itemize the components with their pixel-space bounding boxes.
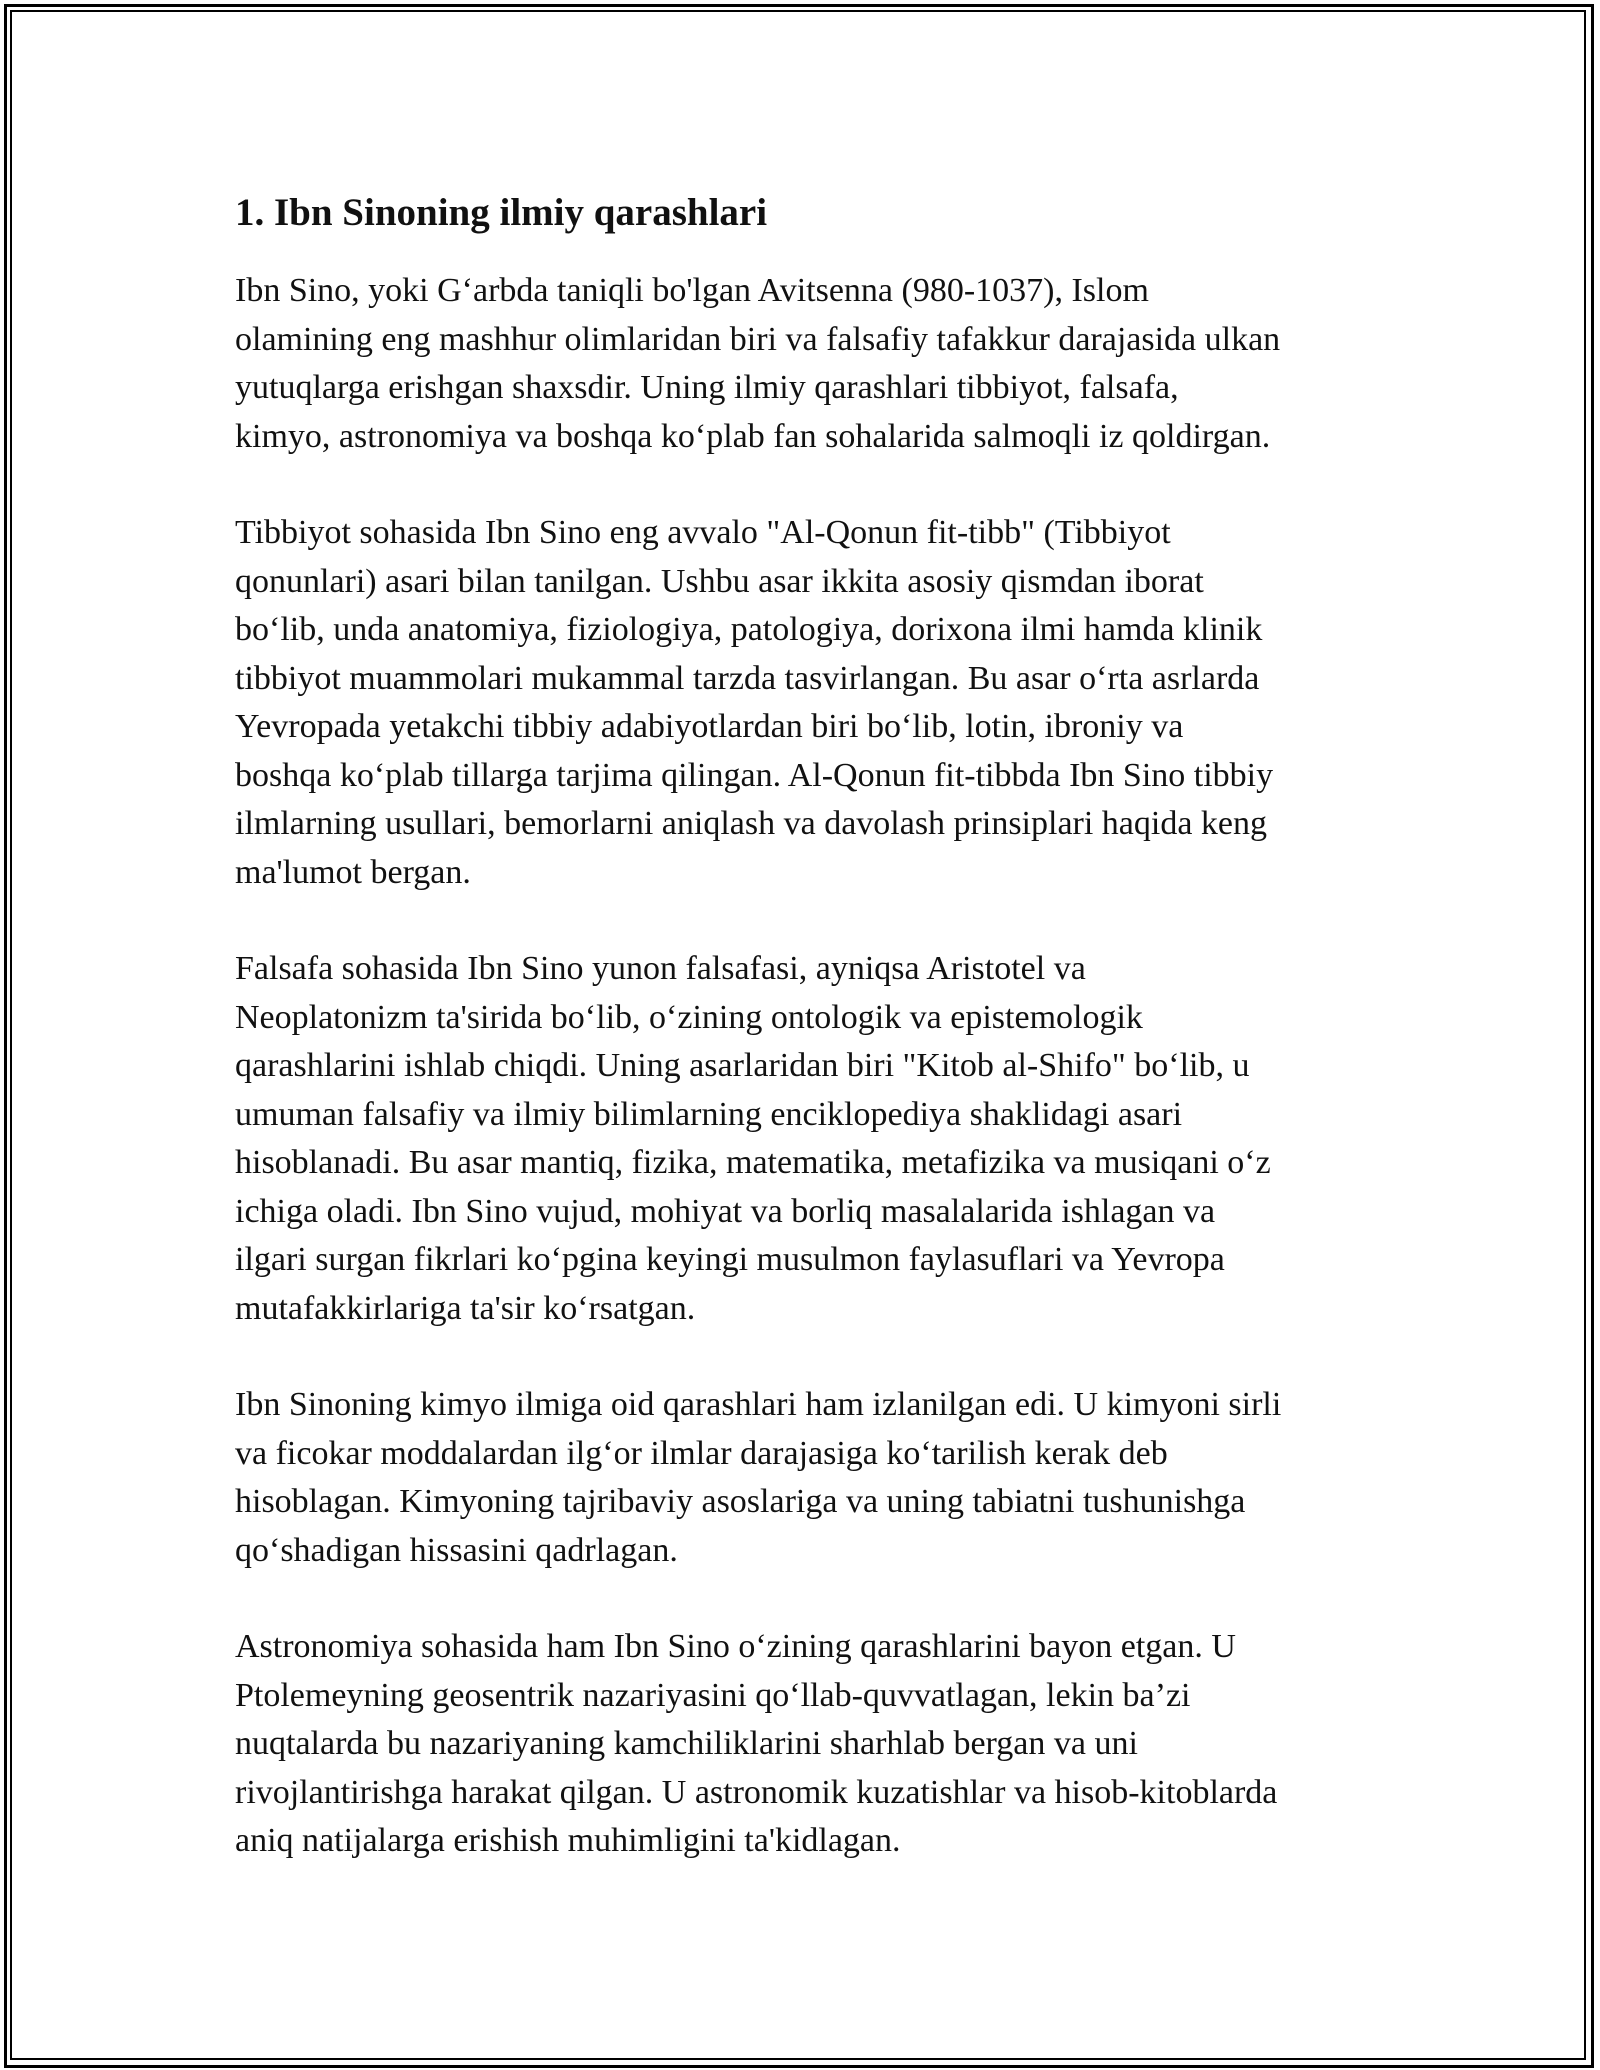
document-title: 1. Ibn Sinoning ilmiy qarashlari <box>235 191 768 234</box>
paragraph-chemistry: Ibn Sinoning kimyo ilmiga oid qarashlari ham izlanilgan edi. U kimyoni sirli va ficokar moddalardan ilg‘or ilmlar darajasiga ko‘tarilish kerak deb hisoblagan. Kimyoning tajribaviy asoslariga va uning tabiatni tushunishga qo‘shadigan hissasini qadrlagan. <box>235 1386 1282 1569</box>
paragraph-intro: Ibn Sino, yoki G‘arbda taniqli bo'lgan Avitsenna (980-1037), Islom olamining eng mashhur olimlaridan biri va falsafiy tafakkur darajasida ulkan yutuqlarga erishgan shaxsdir. Uning ilmiy qarashlari tibbiyot, falsafa, kimyo, astronomiya va boshqa ko‘plab fan sohalarida salmoqli iz qoldirgan. <box>235 272 1281 455</box>
paragraph-philosophy: Falsafa sohasida Ibn Sino yunon falsafasi, ayniqsa Aristotel va Neoplatonizm ta'sirida bo‘lib, o‘zining ontologik va epistemologik qarashlarini ishlab chiqdi. Uning asarlaridan biri "Kitob al-Shifo" bo‘lib, u umuman falsafiy va ilmiy bilimlarning enciklopediya shaklidagi asari hisoblanadi. Bu asar mantiq, fizika, matematika, metafizika va musiqani o‘z ichiga oladi. Ibn Sino vujud, mohiyat va borliq masalalarida ishlagan va ilgari surgan fikrlari ko‘pgina keyingi musulmon faylasuflari va Yevropa mutafakkirlariga ta'sir ko‘rsatgan. <box>235 950 1271 1327</box>
paragraph-astronomy: Astronomiya sohasida ham Ibn Sino o‘zining qarashlarini bayon etgan. U Ptolemeyning geosentrik nazariyasini qo‘llab-quvvatlagan, lekin ba’zi nuqtalarda bu nazariyaning kamchiliklarini sharhlab bergan va uni rivojlantirishga harakat qilgan. U astronomik kuzatishlar va hisob-kitoblarda aniq natijalarga erishish muhimligini ta'kidlagan. <box>235 1628 1278 1859</box>
paragraph-medicine: Tibbiyot sohasida Ibn Sino eng avvalo "Al-Qonun fit-tibb" (Tibbiyot qonunlari) asari bilan tanilgan. Ushbu asar ikkita asosiy qismdan iborat bo‘lib, unda anatomiya, fiziologiya, patologiya, dorixona ilmi hamda klinik tibbiyot muammolari mukammal tarzda tasvirlangan. Bu asar o‘rta asrlarda Yevropada yetakchi tibbiy adabiyotlardan biri bo‘lib, lotin, ibroniy va boshqa ko‘plab tillarga tarjima qilingan. Al-Qonun fit-tibbda Ibn Sino tibbiy ilmlarning usullari, bemorlarni aniqlash va davolash prinsiplari haqida keng ma'lumot bergan. <box>235 514 1274 891</box>
document-body <box>235 185 1375 1914</box>
